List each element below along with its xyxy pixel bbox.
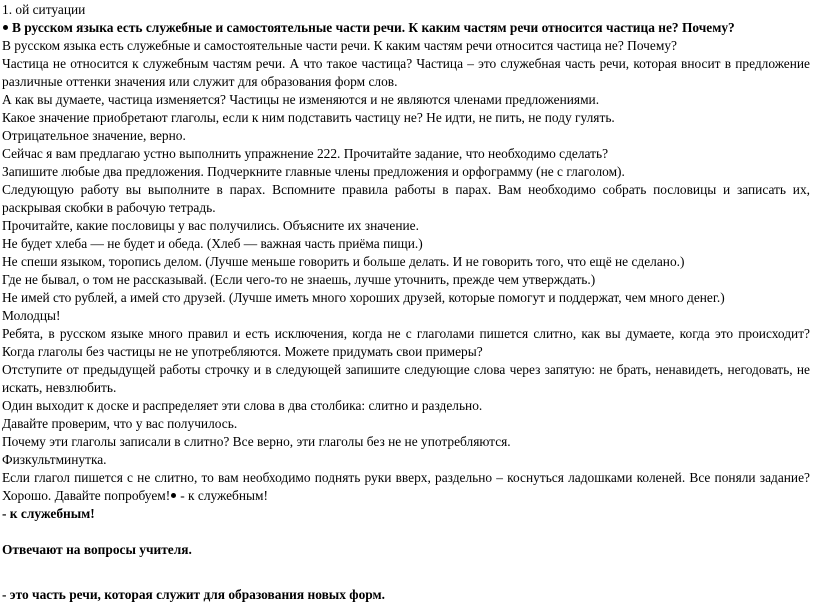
blank-line [2, 577, 810, 586]
proverb-line: Не имей сто рублей, а имей сто друзей. (Лучше иметь много хороших друзей, которые помогут и поддержат, чем много денег.) [2, 290, 725, 305]
text-line-with-bullet [2, 487, 810, 505]
text-line: Отрицательное значение, верно. [2, 128, 186, 143]
text-line: Почему эти глаголы записали в слитно? Все верно, эти глаголы без не не употребляются. [2, 434, 511, 449]
proverb-line: Не будет хлеба — не будет и обеда. (Хлеб — важная часть приёма пищи.) [2, 236, 423, 251]
question-text: В русском языка есть служебные и самостоятельные части речи. К каким частям речи относится частица не? Почему? [12, 20, 735, 35]
text-line: Давайте проверим, что у вас получилось. [2, 416, 238, 431]
text-line-justified: Частица не относится к служебным частям речи. А что такое частица? Частица – это служебная часть речи, которая вносит в предложение [2, 56, 810, 71]
text-line: Физкультминутка. [2, 452, 107, 467]
text-line: Когда глаголы без частицы не не употребляются. Можете придумать свои примеры? [2, 344, 483, 359]
text-line-justified: Следующую работу вы выполните в парах. Вспомните правила работы в парах. Вам необходимо собрать пословицы и записать их, [2, 182, 810, 197]
section-heading: 1. ой ситуации [2, 2, 86, 17]
blank-line [2, 523, 810, 541]
text-line: А как вы думаете, частица изменяется? Частицы не изменяются и не являются членами предложениями. [2, 92, 600, 107]
text-line: Какое значение приобретают глаголы, если к ним подставить частицу не? Не идти, не пить, не поду гулять. [2, 110, 615, 125]
proverb-line: Не спеши языком, торопись делом. (Лучше меньше говорить и больше делать. И не говорить того, что ещё не сделано.) [2, 254, 685, 269]
text-segment: - к служебным! [180, 488, 268, 503]
bullet-icon [3, 25, 8, 30]
text-line: различные оттенки значения или служит для образования форм слов. [2, 74, 398, 89]
text-line-justified: Если глагол пишется с не слитно, то вам необходимо поднять руки вверх, раздельно – коснуться ладошками коленей. Все поняли задание? [2, 470, 810, 485]
text-line: Сейчас я вам предлагаю устно выполнить упражнение 222. Прочитайте задание, что необходимо сделать? [2, 146, 609, 161]
text-line-justified: Отступите от предыдущей работы строчку и в следующей запишите следующие слова через запятую: не брать, ненавидеть, негодовать, не [2, 362, 810, 377]
proverb-line: Где не бывал, о том не рассказывай. (Если чего-то не знаешь, лучше уточнить, прежде чем утверждать.) [2, 272, 596, 287]
text-line: раскрывая скобки в рабочую тетрадь. [2, 200, 216, 215]
text-line: искать, невзлюбить. [2, 380, 117, 395]
answer-line: - это часть речи, которая служит для образования новых форм. [2, 587, 385, 602]
text-line: Один выходит к доске и распределяет эти слова в два столбика: слитно и раздельно. [2, 398, 483, 413]
text-line: Запишите любые два предложения. Подчеркните главные члены предложения и орфограмму (не с глаголом). [2, 164, 625, 179]
text-line: В русском языка есть служебные и самостоятельные части речи. К каким частям речи относится частица не? Почему? [2, 38, 677, 53]
text-line-justified: Ребята, в русском языке много правил и есть исключения, когда не с глаголами пишется слитно, как вы думаете, когда это происходит? [2, 326, 810, 341]
bullet-question [2, 19, 810, 37]
text-line: Прочитайте, какие пословицы у вас получились. Объясните их значение. [2, 218, 419, 233]
answer-line: Отвечают на вопросы учителя. [2, 542, 192, 557]
text-line: Молодцы! [2, 308, 61, 323]
answer-line: - к служебным! [2, 506, 95, 521]
text-segment: Хорошо. Давайте попробуем! [2, 488, 171, 503]
blank-line [2, 559, 810, 577]
bullet-icon [171, 493, 176, 498]
